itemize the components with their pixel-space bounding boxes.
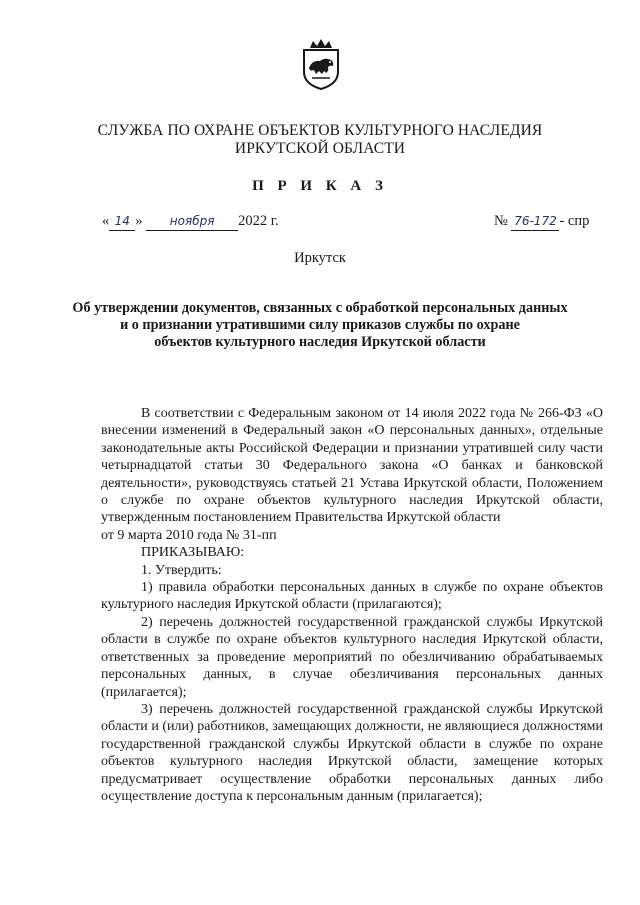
number-suffix: - спр [559, 213, 590, 229]
date-year: 2022 г. [238, 213, 279, 229]
date-close-quote: » [135, 213, 143, 229]
number-value: 76-172 [514, 214, 557, 228]
coat-of-arms-emblem [300, 38, 342, 90]
city: Иркутск [294, 250, 346, 266]
item-1-3: 3) перечень должностей государственной гражданской службы Иркутской области и (или) работников, замещающих должности, не являющиеся должностями государственной гражданской службы Иркутской области в службе по охране объектов культурного наследия Иркутской области, замещение которых предусматривает осуществление обработки персональных данных либо осуществление доступа к персональным данным (прилагается); [101, 701, 603, 804]
org-name-line1: СЛУЖБА ПО ОХРАНЕ ОБЪЕКТОВ КУЛЬТУРНОГО НАСЛЕДИЯ [97, 122, 543, 139]
date-month: ноября [169, 214, 215, 228]
document-number [494, 213, 589, 231]
order-word: ПРИКАЗЫВАЮ: [141, 545, 245, 561]
date-line [102, 213, 279, 231]
org-name-line2: ИРКУТСКОЙ ОБЛАСТИ [234, 140, 406, 157]
item-1-2: 2) перечень должностей государственной гражданской службы Иркутской области в службе по охране объектов культурного наследия Иркутской области, ответственных за проведение мероприятий по обезличиванию обрабатываемых персональных данных, в случае обезличивания персональных данных (прилагается); [101, 614, 603, 700]
date-open-quote: « [102, 213, 110, 229]
preamble-last-line: от 9 марта 2010 года № 31-пп [101, 527, 277, 543]
item-1-1: 1) правила обработки персональных данных в службе по охране объектов культурного наследия Иркутской области (прилагаются); [101, 580, 603, 613]
preamble: В соответствии с Федеральным законом от 14 июля 2022 года № 266-ФЗ «О внесении изменений в Федеральный закон «О персональных данных», отдельные законодательные акты Российской Федерации и признании утратившей силу части четырнадцатой статьи 30 Федерального закона «О банках и банковской деятельности», руководствуясь статьей 21 Устава Иркутской области, Положением о службе по охране объектов культурного наследия Иркутской области, утвержденным постановлением Правительства Иркутской области [101, 406, 603, 526]
order-body [101, 405, 603, 805]
subject-line1: Об утверждении документов, связанных с обработкой персональных данных [72, 300, 568, 316]
document-type: П Р И К А З [252, 178, 388, 194]
subject-line2: и о признании утратившими силу приказов службы по охране [120, 317, 520, 333]
subject-line3: объектов культурного наследия Иркутской области [154, 334, 486, 350]
item-1: 1. Утвердить: [141, 562, 222, 578]
number-prefix: № [494, 213, 508, 229]
date-day: 14 [114, 214, 130, 228]
